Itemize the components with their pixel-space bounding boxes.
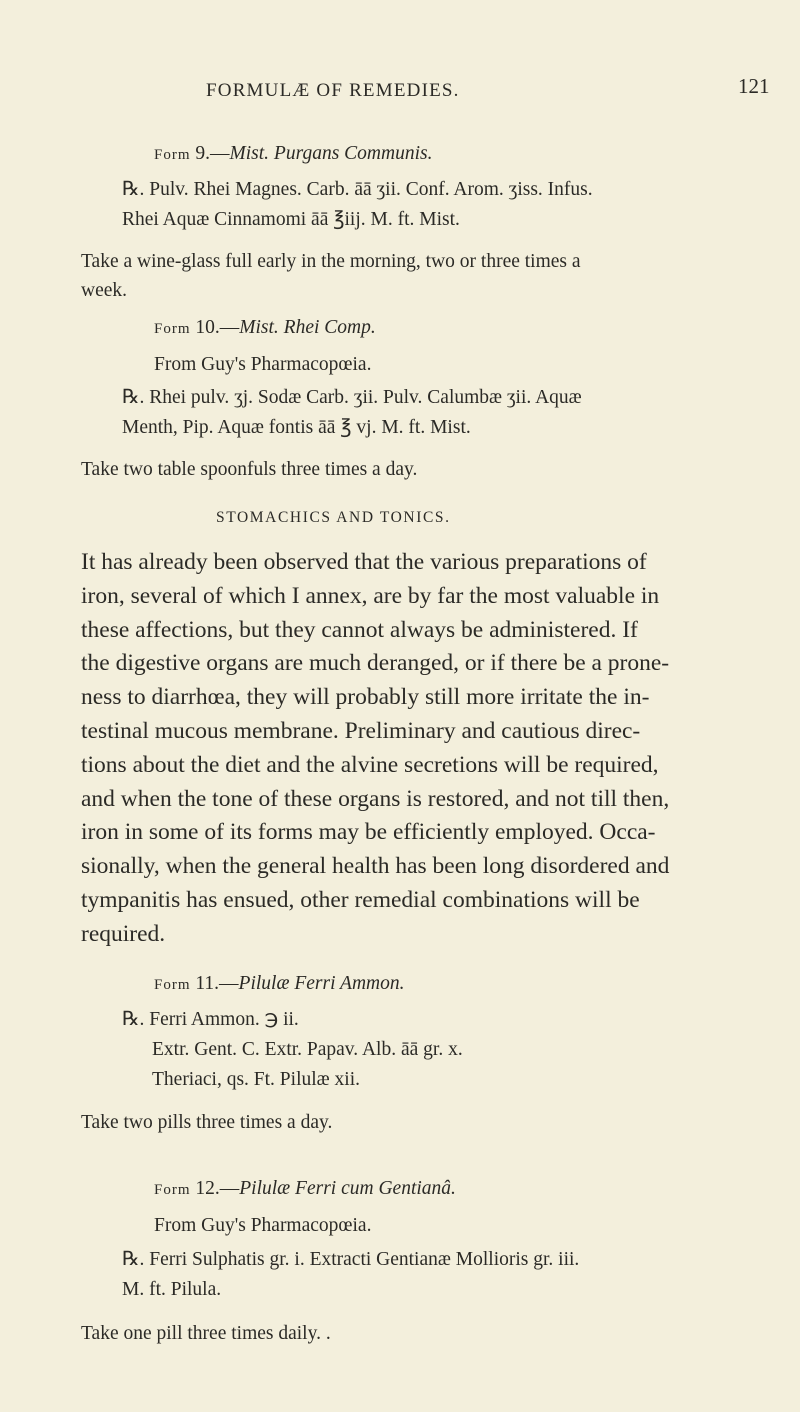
form-number: 9.— [195, 143, 230, 164]
body-line: tympanitis has ensued, other remedial combinations will be [81, 886, 640, 913]
rx-line: ℞. Rhei pulv. ʒj. Sodæ Carb. ʒii. Pulv. Calumbæ ʒii. Aquæ [122, 387, 582, 408]
rx-line: ℞. Pulv. Rhei Magnes. Carb. āā ʒii. Conf. Arom. ʒiss. Infus. [122, 179, 593, 200]
rx-line: Rhei Aquæ Cinnamomi āā ℥iij. M. ft. Mist. [122, 209, 460, 230]
form-12-source: From Guy's Pharmacopœia. [154, 1215, 372, 1236]
body-line: the digestive organs are much deranged, or if there be a prone- [81, 650, 670, 677]
form-11-directions: Take two pills three times a day. [81, 1112, 333, 1133]
form-10-source: From Guy's Pharmacopœia. [154, 354, 372, 375]
body-line: these affections, but they cannot always be administered. If [81, 616, 638, 643]
form-10-heading [154, 317, 376, 339]
form-label: Form [154, 321, 191, 337]
form-label: Form [154, 147, 191, 163]
form-label: Form [154, 977, 191, 993]
running-header: FORMULÆ OF REMEDIES. [206, 80, 460, 101]
rx-line: Menth, Pip. Aquæ fontis āā ℥ vj. M. ft. Mist. [122, 417, 471, 438]
form-number: 12.— [195, 1178, 240, 1199]
form-number: 11.— [195, 973, 239, 994]
form-12-prescription [122, 1245, 782, 1305]
rx-line: M. ft. Pilula. [122, 1279, 222, 1300]
page-number: 121 [738, 74, 770, 98]
form-title: Mist. Rhei Comp. [239, 317, 376, 338]
rx-line: ℞. Ferri Ammon. ℈ ii. [122, 1009, 299, 1030]
rx-line: Extr. Gent. C. Extr. Papav. Alb. āā gr. x. [152, 1039, 463, 1060]
directions-line: week. [81, 280, 128, 301]
form-title: Mist. Purgans Communis. [229, 143, 433, 164]
form-9-heading [154, 143, 432, 165]
section-body [81, 546, 781, 952]
form-10-prescription [122, 383, 782, 443]
form-9-prescription [122, 175, 782, 235]
body-line: iron, several of which I annex, are by far the most valuable in [81, 582, 660, 609]
section-heading: STOMACHICS AND TONICS. [216, 509, 451, 526]
body-line: It has already been observed that the various preparations of [81, 549, 647, 575]
form-12-heading [154, 1178, 456, 1200]
body-line: and when the tone of these organs is restored, and not till then, [81, 785, 670, 812]
form-11-heading [154, 973, 404, 995]
form-title: Pilulæ Ferri cum Gentianâ. [239, 1178, 456, 1199]
form-12-directions: Take one pill three times daily. . [81, 1323, 331, 1344]
form-label: Form [154, 1182, 191, 1198]
form-title: Pilulæ Ferri Ammon. [238, 973, 405, 994]
body-line: ness to diarrhœa, they will probably still more irritate the in- [81, 684, 650, 711]
directions-line: Take a wine-glass full early in the morning, two or three times a [81, 251, 581, 272]
form-9-directions [81, 247, 781, 305]
body-line: testinal mucous membrane. Preliminary and cautious direc- [81, 717, 641, 744]
form-number: 10.— [195, 317, 240, 338]
body-line: iron in some of its forms may be efficiently employed. Occa- [81, 819, 656, 846]
form-11-prescription [122, 1005, 762, 1095]
rx-line: Theriaci, qs. Ft. Pilulæ xii. [152, 1069, 360, 1090]
rx-line: ℞. Ferri Sulphatis gr. i. Extracti Gentianæ Mollioris gr. iii. [122, 1249, 580, 1270]
form-10-directions: Take two table spoonfuls three times a day. [81, 459, 418, 480]
body-line: tions about the diet and the alvine secretions will be required, [81, 751, 659, 778]
body-line: sionally, when the general health has been long disordered and [81, 853, 670, 880]
body-line: required. [81, 920, 166, 947]
